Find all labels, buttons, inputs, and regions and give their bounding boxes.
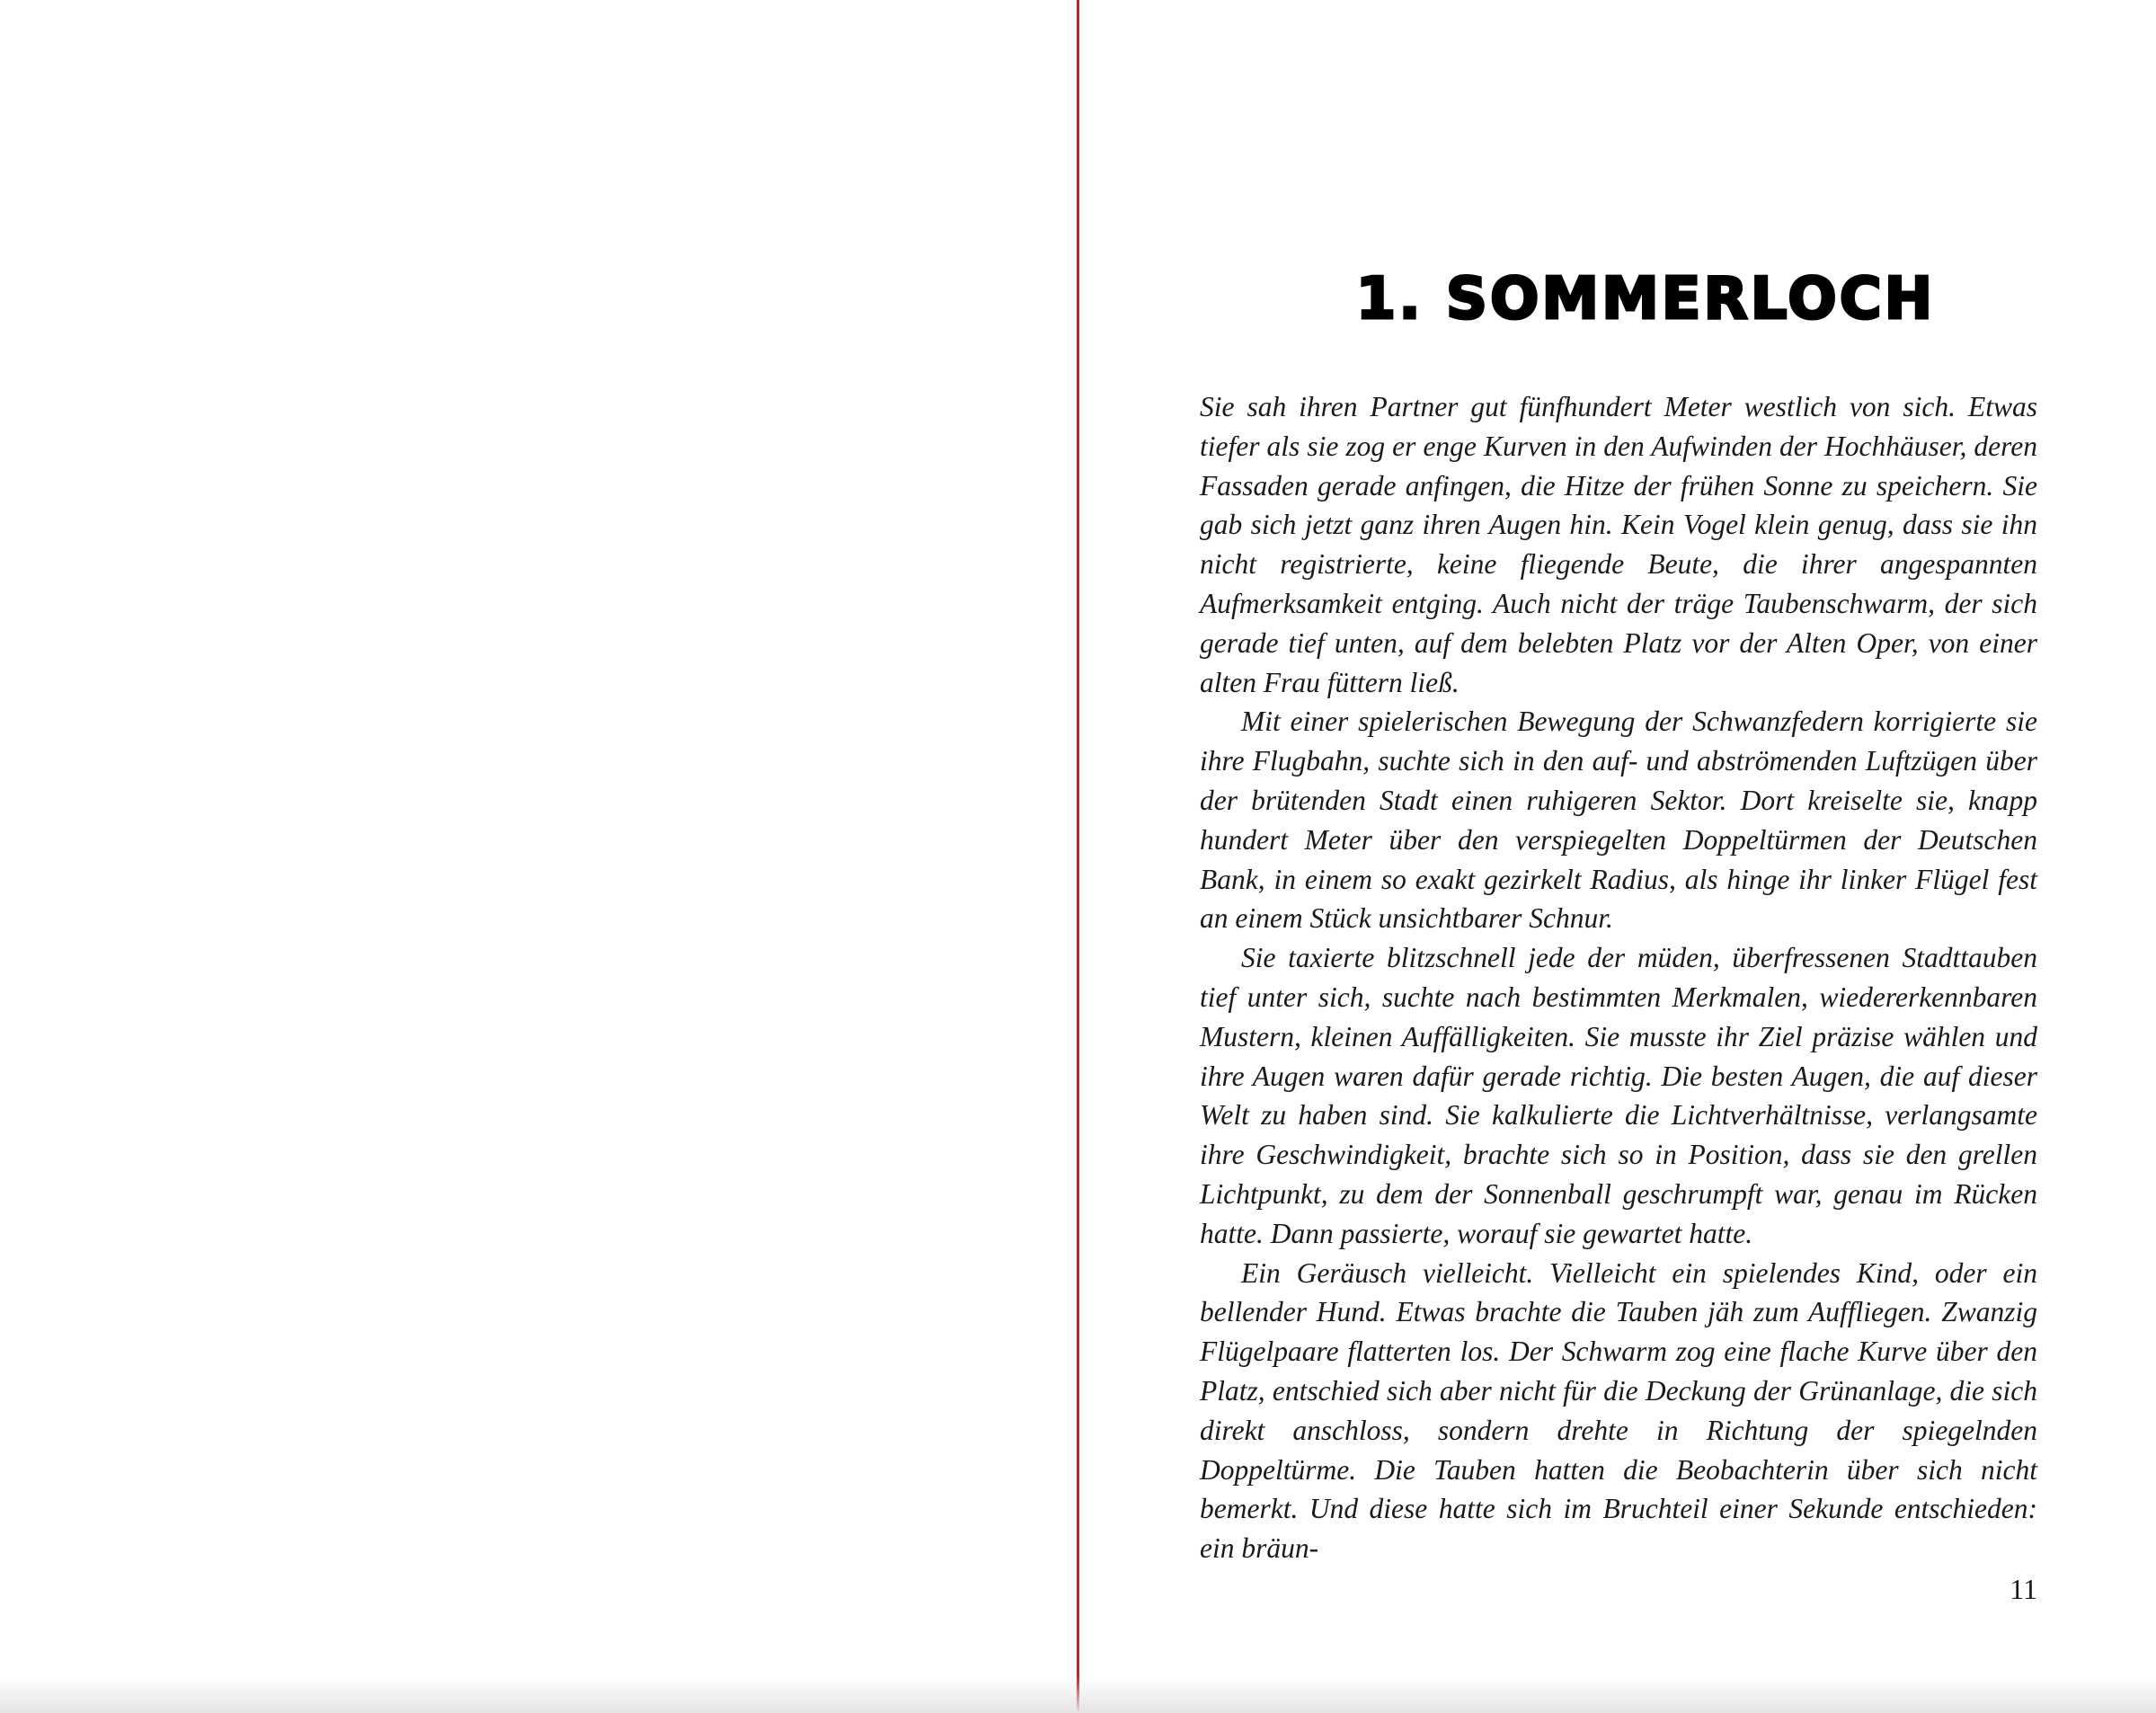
paragraph-3: Sie taxierte blitzschnell jede der müden, überfressenen Stadttauben tief unter sich, suchte nach bestimmten Merkmalen, wiedererkennbaren Mustern, kleinen Auffälligkeiten. Sie musste ihr Ziel präzise wählen und ihre Augen waren dafür gerade richtig. Die besten Augen, die auf dieser Welt zu haben sind. Sie kalkulierte die Lichtverhältnisse, verlangsamte ihre Geschwindigkeit, brachte sich so in Position, dass sie den grellen Lichtpunkt, zu dem der Sonnenball geschrumpft war, genau im Rücken hatte. Dann passierte, worauf sie gewartet hatte. [1200,942,2037,1249]
page-number: 11 [2010,1573,2037,1605]
right-page [1079,0,2156,1713]
body-text [1200,387,2037,1568]
paragraph-4: Ein Geräusch vielleicht. Vielleicht ein spielendes Kind, oder ein bellender Hund. Etwas brachte die Tauben jäh zum Auffliegen. Zwanzig Flügelpaare flatterten los. Der Schwarm zog eine flache Kurve über den Platz, entschied sich aber nicht für die Deckung der Grünanlage, die sich direkt anschloss, sondern drehte in Richtung der spiegelnden Doppeltürme. Die Tauben hatten die Beobachterin über sich nicht bemerkt. Und diese hatte sich im Bruchteil einer Sekunde entschieden: ein bräun- [1200,1256,2037,1565]
paragraph-2: Mit einer spielerischen Bewegung der Schwanzfedern korrigierte sie ihre Flugbahn, suchte sich in den auf- und abströmenden Luftzügen über der brütenden Stadt einen ruhigeren Sektor. Dort kreiselte sie, knapp hundert Meter über den verspiegelten Doppeltürmen der Deutschen Bank, in einem so exakt gezirkelt Radius, als hinge ihr linker Flügel fest an einem Stück unsichtbarer Schnur. [1200,706,2037,935]
paragraph-1: Sie sah ihren Partner gut fünfhundert Meter westlich von sich. Etwas tiefer als sie zog er enge Kurven in den Aufwinden der Hochhäuser, deren Fassaden gerade anfingen, die Hitze der frühen Sonne zu speichern. Sie gab sich jetzt ganz ihren Augen hin. Kein Vogel klein genug, dass sie ihn nicht registrierte, keine fliegende Beute, die ihrer angespannten Aufmerksamkeit entging. Auch nicht der träge Taubenschwarm, der sich gerade tief unten, auf dem belebten Platz vor der Alten Oper, von einer alten Frau füttern ließ. [1200,391,2037,698]
chapter-title: 1. SOMMERLOCH [1355,266,1936,333]
left-page-blank [0,0,1077,1713]
